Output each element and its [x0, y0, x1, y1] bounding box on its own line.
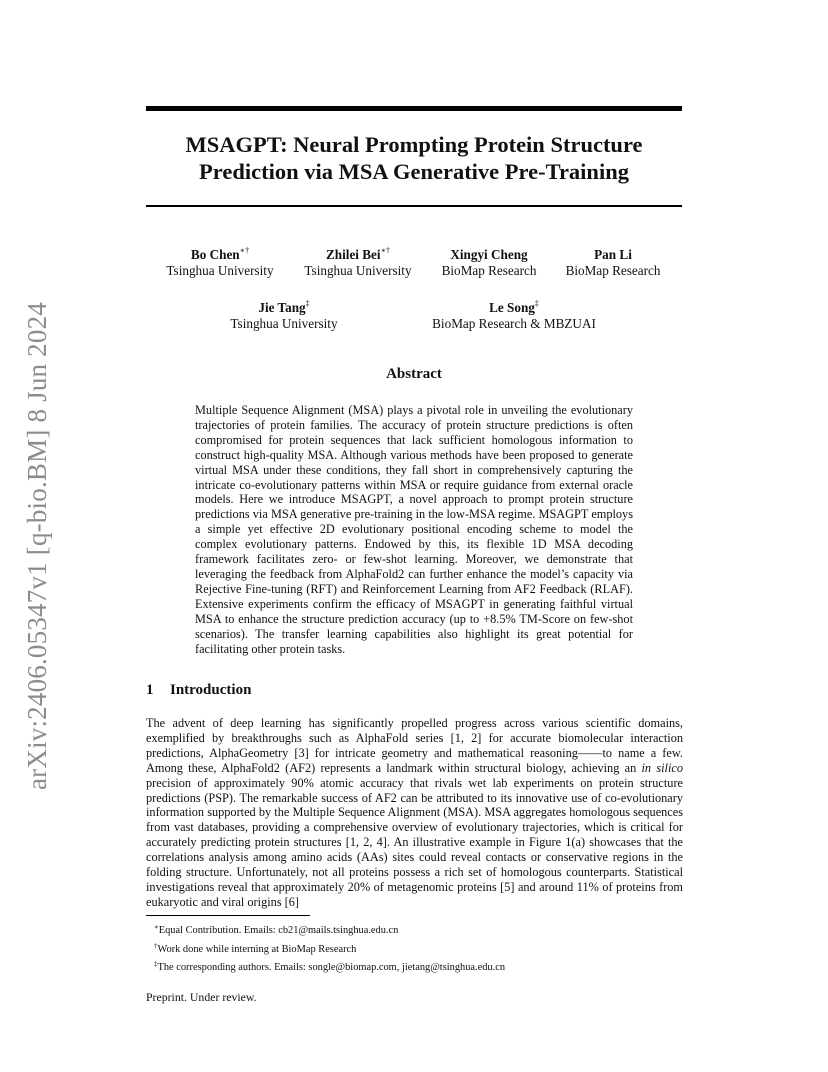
preprint-notice: Preprint. Under review. — [146, 990, 257, 1004]
author-name: Pan Li — [594, 247, 632, 262]
arxiv-identifier-stamp: arXiv:2406.05347v1 [q-bio.BM] 8 Jun 2024 — [22, 302, 52, 790]
abstract-body: Multiple Sequence Alignment (MSA) plays a pivotal role in unveiling the evolutionary trajectories of protein families. The accuracy of protein structure predictions is often compromised for protein sequences that lack sufficient homologous information to construct high-quality MSA. Although various methods have been proposed to generate virtual MSA under these conditions, they fall short in comprehensively capturing the intricate co-evolutionary patterns within MSA or require guidance from external oracle models. Here we introduce MSAGPT, a novel approach to prompt protein structure predictions via MSA generative pre-training in the low-MSA regime. MSAGPT employs a simple yet effective 2D evolutionary positional encoding scheme to model the complex evolutionary patterns. Endowed by this, its flexible 1D MSA decoding framework facilitates zero- or few-shot learning. Moreover, we demonstrate that leveraging the feedback from AlphaFold2 can further enhance the model’s capacity via Rejective Fine-tuning (RFT) and Reinforcement Learning from AF2 Feedback (RLAF). Extensive experiments confirm the efficacy of MSAGPT in generating faithful virtual MSA to enhance the structure prediction accuracy (up to +8.5% TM-Score on few-shot scenarios). The transfer learning capabilities also highlight its great potential for facilitating other protein tasks. — [195, 403, 633, 656]
section-number: 1 — [146, 682, 154, 698]
footnote-text: Equal Contribution. Emails: cb21@mails.tsinghua.edu.cn — [158, 925, 399, 936]
footnote-rule — [146, 915, 310, 916]
footnote-mark: ∗ — [154, 923, 159, 931]
section-heading — [146, 682, 251, 699]
author-affiliation: BioMap Research — [565, 263, 661, 278]
author-name: Xingyi Cheng — [450, 247, 528, 262]
paper-title-line-2: Prediction via MSA Generative Pre-Training — [199, 159, 629, 184]
paper-title — [146, 131, 682, 185]
abstract-heading: Abstract — [386, 366, 442, 382]
author-affiliation: BioMap Research — [441, 263, 537, 278]
intro-text-part-1: The advent of deep learning has significantly propelled progress across various scientific domains, exemplified by breakthroughs such as AlphaFold series [1, 2] for accurate biomolecular interaction predictions, AlphaGeometry [3] for intricate geometry and mathematical reasoning——to name a few. Among these, AlphaFold2 (AF2) represents a landmark within structural biology, achieving an — [146, 716, 683, 775]
footnote-text: Work done while interning at BioMap Research — [157, 943, 357, 955]
author-affiliation: Tsinghua University — [230, 316, 338, 331]
paper-title-line-1: MSAGPT: Neural Prompting Protein Structure — [185, 132, 643, 157]
author-block — [424, 296, 604, 332]
author-block — [163, 243, 277, 279]
title-rule-top — [146, 106, 682, 111]
footnote — [154, 920, 678, 939]
section-title: Introduction — [170, 682, 252, 698]
title-rule-bottom — [146, 205, 682, 207]
author-name: Le Song — [489, 300, 535, 315]
author-name: Zhilei Bei — [325, 247, 381, 262]
author-name: Bo Chen — [190, 247, 240, 262]
footnote-mark: ‡ — [154, 960, 158, 968]
author-affiliation: BioMap Research & MBZUAI — [432, 316, 596, 331]
footnotes — [154, 920, 678, 976]
author-block — [300, 243, 416, 279]
footnote — [154, 939, 678, 958]
author-block — [560, 243, 666, 279]
author-block — [222, 296, 346, 332]
introduction-body — [146, 716, 683, 910]
footnote-text: The corresponding authors. Emails: songle@biomap.com, jietang@tsinghua.edu.cn — [157, 962, 506, 973]
author-marks: ‡ — [534, 299, 539, 308]
footnote-mark: † — [154, 941, 158, 950]
intro-italic-term: in silico — [641, 760, 683, 775]
author-marks: ∗† — [380, 246, 391, 255]
author-block — [436, 243, 542, 279]
author-affiliation: Tsinghua University — [166, 263, 274, 278]
author-marks: ∗† — [239, 246, 250, 255]
footnote — [154, 957, 678, 976]
author-affiliation: Tsinghua University — [304, 263, 412, 278]
author-marks: ‡ — [305, 299, 310, 308]
author-name: Jie Tang — [258, 300, 306, 315]
intro-text-part-2: precision of approximately 90% atomic accuracy that rivals wet lab experiments on protein structure predictions (PSP). The remarkable success of AF2 can be attributed to its innovative use of co-evolutionary information supported by the Multiple Sequence Alignment (MSA). MSA aggregates homologous sequences from vast databases, providing a comprehensive overview of evolutionary trajectories, which is critical for accurately predicting protein structures [1, 2, 4]. An illustrative example in Figure 1(a) showcases that the correlations analysis among amino acids (AAs) sites could reveal contacts or conservative regions in the folding structure. Unfortunately, not all proteins possess a rich set of homologous counterparts. Statistical investigations reveal that approximately 20% of metagenomic proteins [5] and around 11% of proteins from eukaryotic and viral origins [6] — [146, 775, 683, 909]
